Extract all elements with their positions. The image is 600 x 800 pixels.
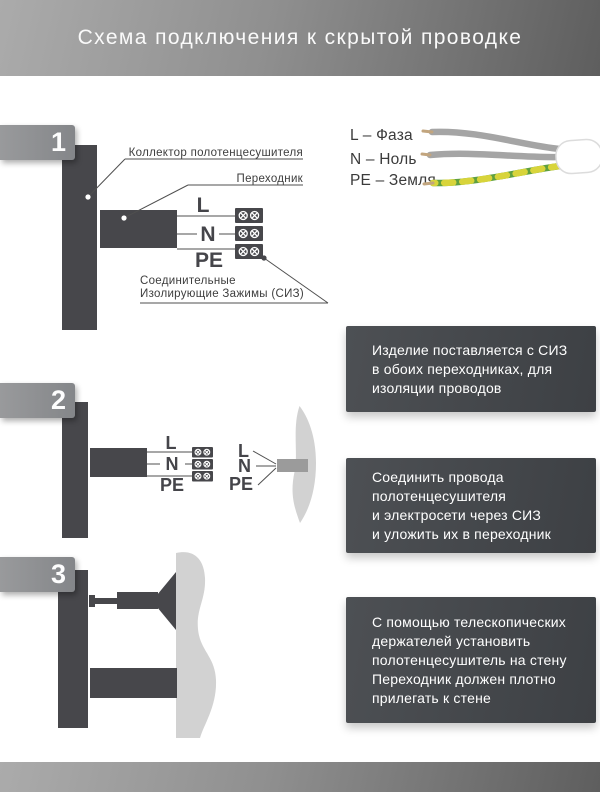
step-1-diagram (40, 120, 340, 335)
step-3-diagram (40, 545, 320, 745)
holder-body (117, 592, 158, 609)
wire-label-n: N (200, 223, 216, 246)
step-3-badge (0, 557, 75, 592)
wire-label-l: L (196, 194, 210, 217)
adapter-marker-dot (121, 215, 126, 220)
step-2-diagram (40, 380, 340, 560)
legend-item-neutral: N – Ноль (350, 151, 417, 168)
holder-wall-cone (157, 572, 176, 630)
note-line: С помощью телескопических (372, 613, 567, 630)
note-line: прилегать к стене (372, 689, 491, 706)
siz-clamp-icon (235, 244, 263, 259)
earth-wire-tip (424, 183, 433, 184)
cable-illustration (418, 110, 600, 205)
note-line: полотенцесушитель на стену (372, 651, 567, 668)
siz-marker-dot (261, 255, 266, 260)
holder-end-cap (89, 595, 95, 607)
note-box-2 (346, 458, 596, 553)
mains-leader-line-l (253, 451, 276, 464)
earth-wire-stripes (433, 166, 560, 183)
note-line: Переходник должен плотно (372, 670, 556, 687)
holder-telescopic-rod (95, 598, 117, 604)
step-1-badge (0, 125, 75, 160)
mains-label-l: L (238, 441, 249, 461)
step-2-badge (0, 383, 75, 418)
note-line: Соединить провода (372, 468, 504, 485)
phase-wire (432, 132, 560, 149)
neutral-wire-tip (422, 154, 430, 155)
wire-label-l: L (165, 433, 177, 453)
wire-label-n: N (165, 454, 179, 474)
step-3-number: 3 (50, 559, 66, 589)
note-box-1 (346, 326, 596, 412)
mains-label-n: N (238, 456, 251, 476)
siz-clamp-icon (192, 471, 213, 482)
mains-outlet (277, 459, 308, 472)
phase-wire-tip (423, 131, 432, 132)
note-line: изоляции проводов (372, 379, 502, 396)
footer-bar (0, 762, 600, 792)
collector-bar (62, 402, 88, 538)
collector-label: Коллектор полотенцесушителя (128, 147, 303, 159)
cable-sheath (555, 138, 600, 174)
adapter-block (90, 668, 177, 698)
note-line: держателей установить (372, 632, 531, 649)
siz-clamp-icon (235, 226, 263, 241)
note-line: полотенцесушителя (372, 487, 507, 504)
wire-label-pe: PE (159, 475, 185, 495)
adapter-block (90, 448, 147, 477)
step-1-number: 1 (50, 127, 66, 157)
siz-clamp-icon (235, 208, 263, 223)
header-bar (0, 0, 600, 76)
legend-item-earth: PE – Земля (350, 172, 436, 189)
note-line: и уложить их в переходник (372, 525, 551, 542)
siz-label-line1: Соединительные (140, 275, 236, 287)
neutral-wire (430, 154, 560, 157)
note-line: в обоих переходниках, для (372, 360, 553, 377)
note-line: и электросети через СИЗ (372, 506, 542, 523)
collector-marker-dot (85, 194, 90, 199)
legend-item-phase: L – Фаза (350, 127, 413, 144)
page-title: Схема подключения к скрытой проводке (77, 26, 523, 49)
step-2-number: 2 (50, 385, 66, 415)
siz-clamp-icon (192, 459, 213, 470)
adapter-label: Переходник (236, 173, 303, 185)
wire-label-pe: PE (194, 249, 224, 272)
siz-label-line2: Изолирующие Зажимы (СИЗ) (140, 288, 305, 300)
adapter-block (100, 210, 177, 248)
wall-shape (176, 552, 216, 738)
siz-clamp-icon (192, 447, 213, 458)
mains-leader-line-pe (258, 468, 276, 485)
note-box-3 (346, 597, 596, 723)
collector-bar (58, 570, 88, 728)
mains-label-pe: PE (228, 474, 253, 494)
collector-bar (62, 145, 97, 330)
note-line: Изделие поставляется с СИЗ (372, 341, 568, 358)
